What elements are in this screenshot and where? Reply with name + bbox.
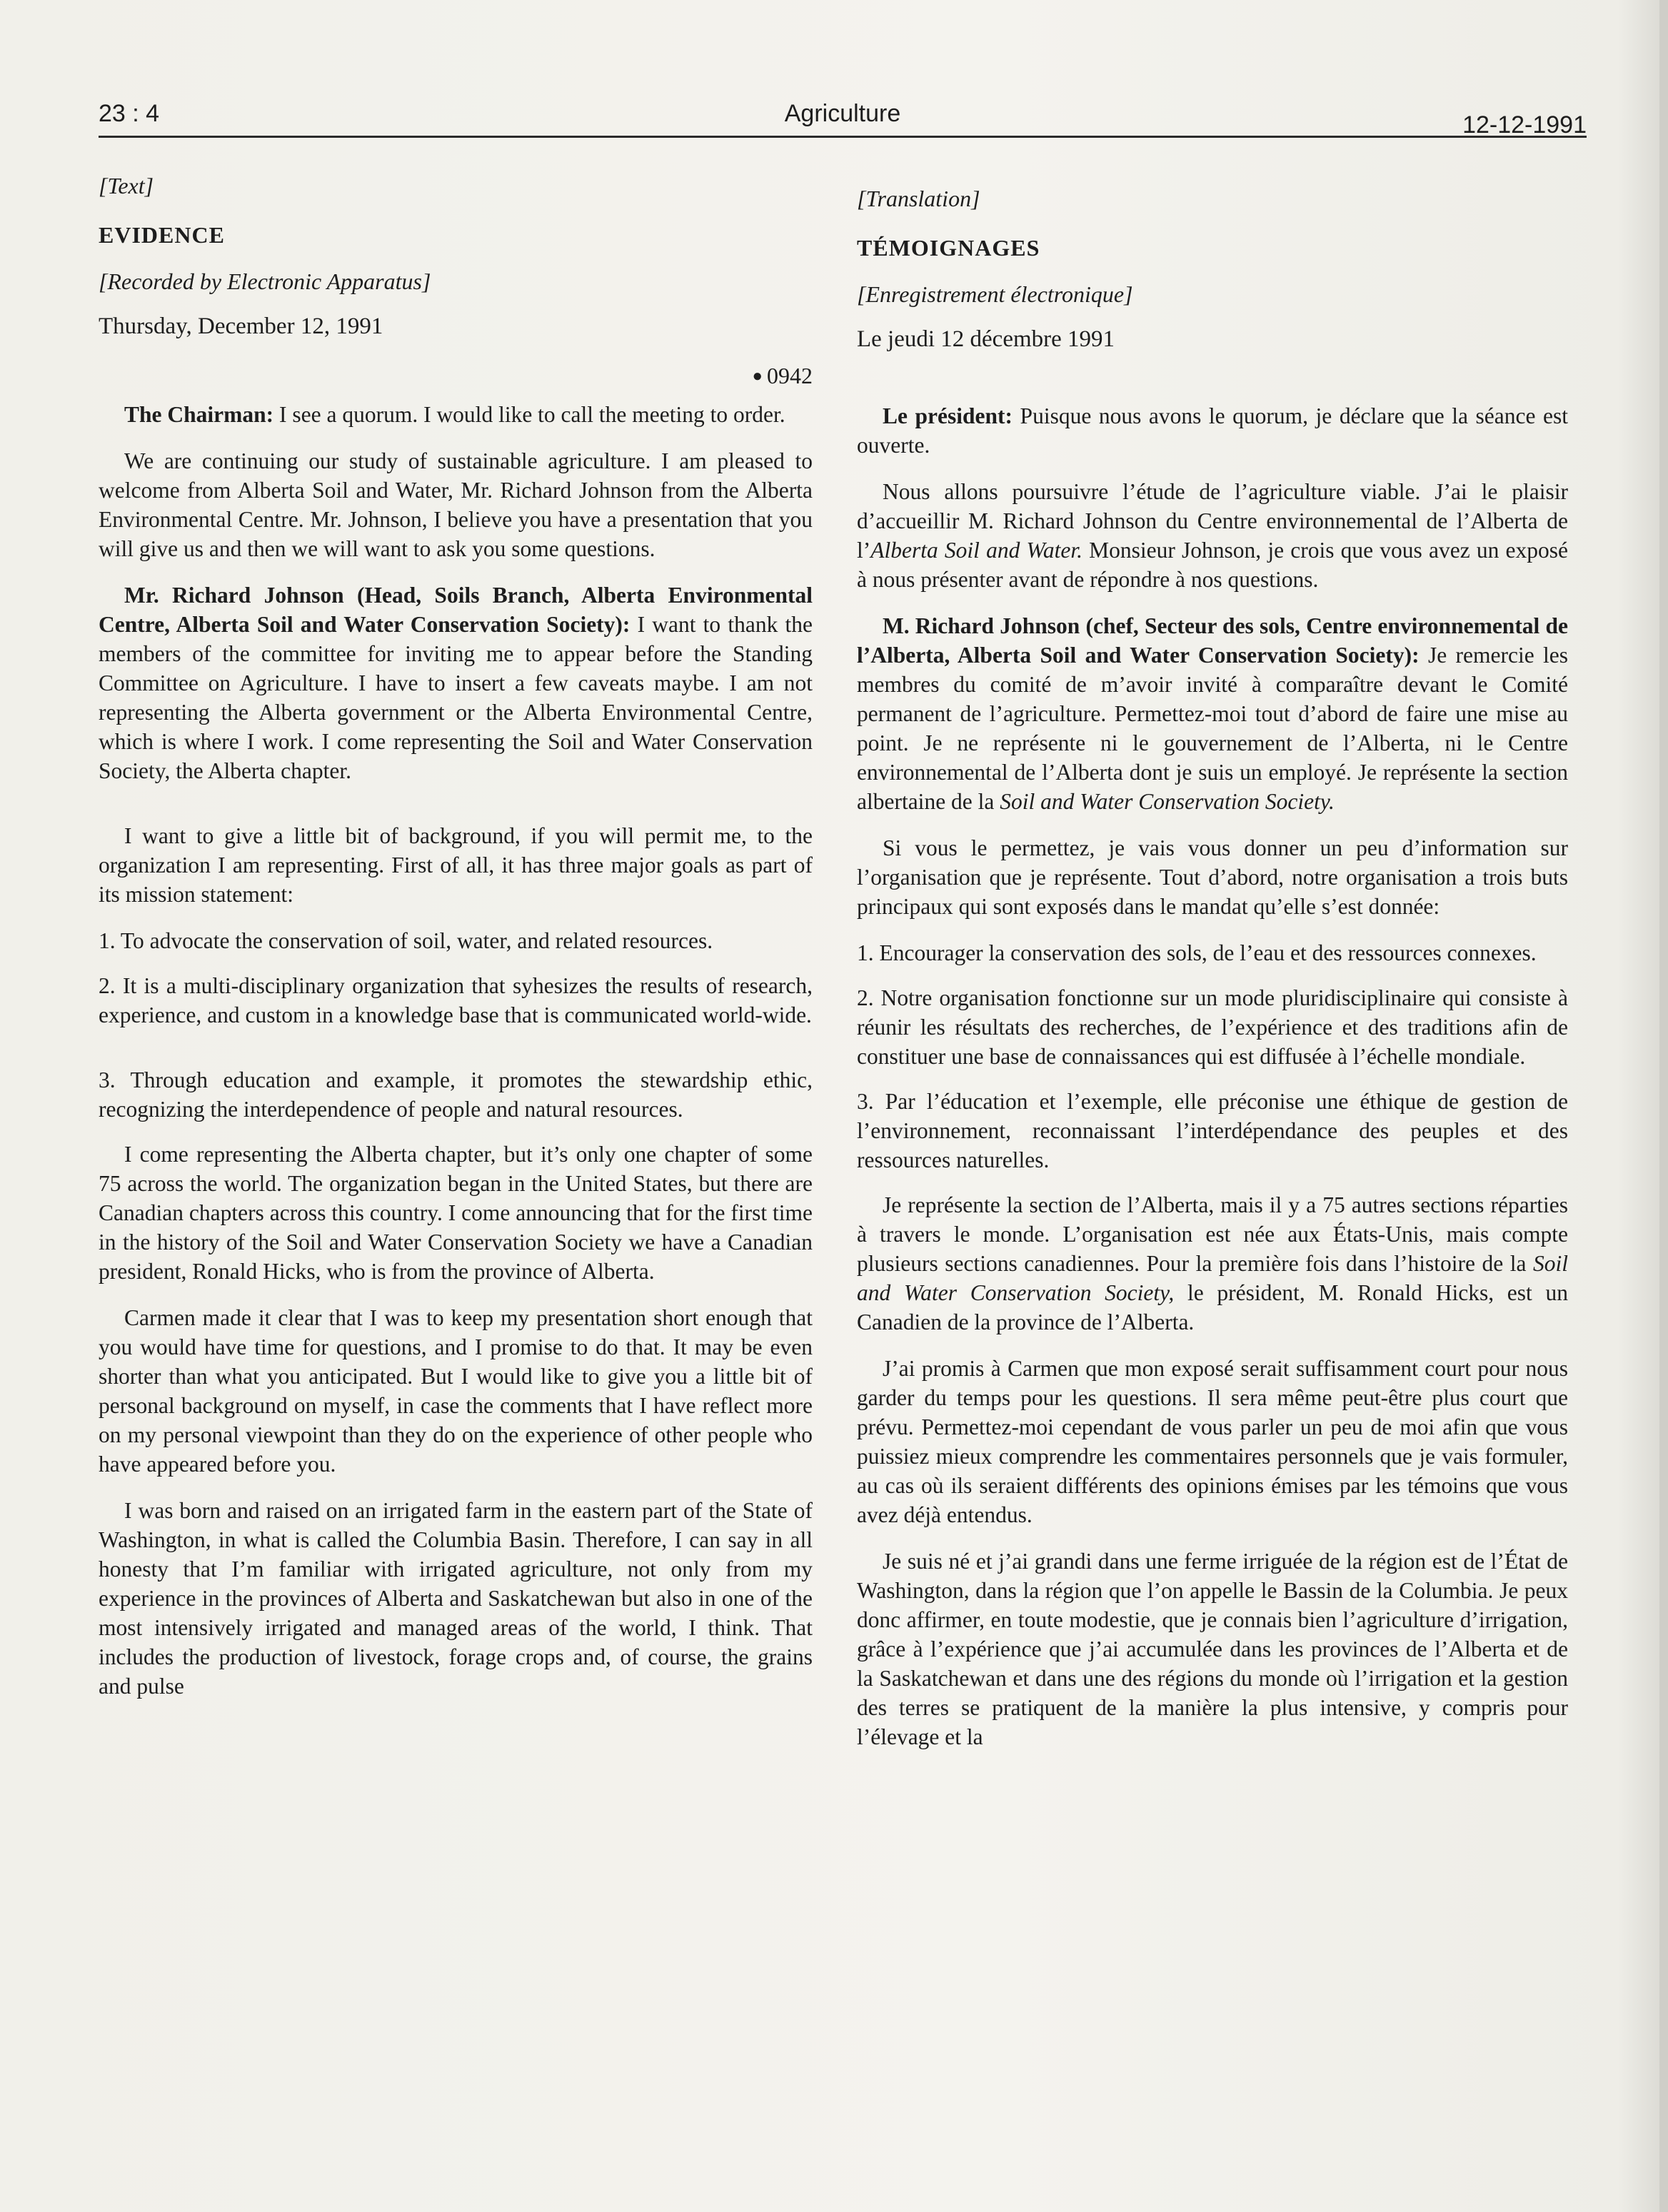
header-rule — [99, 136, 1587, 138]
text-tag: [Text] — [99, 173, 154, 198]
paragraph: Mr. Richard Johnson (Head, Soils Branch, Alberta Environmental Centre, Alberta Soil and Water Conservation Society): I want to thank the members of the committee for inviting me to appear before the Standing Committee on Agriculture. I have to insert a few caveats maybe. I am not representing the Alberta government or the Alberta Environmental Centre, which is where I work. I come representing the Soil and Water Conservation Society, the Alberta chapter. — [99, 583, 813, 783]
paragraph: We are continuing our study of sustainable agriculture. I am pleased to welcome from Alberta Soil and Water, Mr. Richard Johnson from the Alberta Environmental Centre. Mr. Johnson, I believe you have a presentation that you will give us and then we will want to ask you some questions. — [99, 448, 813, 561]
page-reference: 23 : 4 — [99, 100, 160, 127]
evidence-heading: EVIDENCE — [99, 222, 225, 248]
paragraph: I want to give a little bit of background, if you will permit me, to the organization I am representing. First of all, it has three major goals as part of its mission statement: — [99, 823, 813, 907]
paragraph: Le président: Puisque nous avons le quorum, je déclare que la séance est ouverte. — [857, 403, 1568, 458]
list-item: 2. Notre organisation fonctionne sur un mode pluridisciplinaire qui consiste à réunir les résultats des recherches, de l’expérience et des traditions afin de constituer une base de connaissances qui est diffusée à l’échelle mondiale. — [857, 985, 1568, 1069]
temoignages-heading: TÉMOIGNAGES — [857, 235, 1040, 261]
paragraph: J’ai promis à Carmen que mon exposé serait suffisamment court pour nous garder du temps pour les questions. Il sera même peut-être plus court que prévu. Permettez-moi cependant de vous parler un peu de moi afin que vous puissiez mieux comprendre les commentaires personnels que je vais formuler, au cas où ils seraient différents des opinions émises par les témoins que vous avez déjà entendus. — [857, 1356, 1568, 1527]
hearing-date: Thursday, December 12, 1991 — [99, 313, 383, 339]
list-item: 2. It is a multi-disciplinary organization that syhesizes the results of research, experience, and custom in a knowledge base that is communicated world-wide. — [99, 973, 813, 1027]
translation-tag: [Translation] — [857, 186, 980, 211]
bullet-icon: ● — [752, 367, 763, 386]
speaker-name: The Chairman: — [124, 402, 274, 427]
speaker-name: Mr. Richard Johnson (Head, Soils Branch, Alberta Environmental Centre, Alberta Soil and Water Conservation Society): — [99, 583, 813, 637]
recording-note-fr: [Enregistrement électronique] — [857, 281, 1133, 307]
paragraph: Je suis né et j’ai grandi dans une ferme irriguée de la région est de l’État de Washington, dans la région que l’on appelle le Bassin de la Columbia. Je peux donc affirmer, en toute modestie, que je connais bien l’agriculture d’irrigation, grâce à l’expérience que j’ai accumulée dans les provinces de l’Alberta et de la Saskatchewan et dans une des régions du monde où l’irrigation et la gestion des terres se pratiquent de la manière la plus intensive, y compris pour l’élevage et la — [857, 1549, 1568, 1749]
list-item: 1. To advocate the conservation of soil, water, and related resources. — [99, 928, 713, 953]
header-date: 12-12-1991 — [1462, 111, 1587, 139]
paragraph: I come representing the Alberta chapter, but it’s only one chapter of some 75 across the world. The organization began in the United States, but there are Canadian chapters across this country. I come announcing that for the first time in the history of the Soil and Water Conservation Society we have a Canadian president, Ronald Hicks, who is from the province of Alberta. — [99, 1142, 813, 1284]
paragraph: I was born and raised on an irrigated farm in the eastern part of the State of Washington, in what is called the Columbia Basin. Therefore, I can say in all honesty that I’m familiar with irrigated agriculture, not only from my experience in the provinces of Alberta and Saskatchewan but also in one of the most intensively irrigated and managed areas of the world, I think. That includes the production of livestock, forage crops and, of course, the grains and pulse — [99, 1498, 813, 1699]
paragraph: Nous allons poursuivre l’étude de l’agriculture viable. J’ai le plaisir d’accueillir M. Richard Johnson du Centre environnemental de l’Alberta de l’Alberta Soil and Water. Monsieur Johnson, je crois que vous avez un exposé à nous présenter avant de répondre à nos questions. — [857, 479, 1568, 592]
speaker-name: M. Richard Johnson (chef, Secteur des sols, Centre environnemental de l’Alberta, Alberta Soil and Water Conservation Society): — [857, 613, 1568, 668]
english-column — [99, 171, 813, 1718]
page-header — [99, 100, 1587, 140]
page-edge — [1659, 0, 1668, 2212]
time-stamp: ● 0942 — [752, 363, 813, 388]
paragraph: Je représente la section de l’Alberta, mais il y a 75 autres sections réparties à travers le monde. L’organisation est née aux États-Unis, mais compte plusieurs sections canadiennes. Pour la première fois dans l’histoire de la Soil and Water Conservation Society, le président, M. Ronald Hicks, est un Canadien de la province de l’Alberta. — [857, 1192, 1568, 1334]
hearing-date-fr: Le jeudi 12 décembre 1991 — [857, 326, 1115, 352]
paragraph: Carmen made it clear that I was to keep my presentation short enough that you would have time for questions, and I promise to do that. It may be even shorter than what you anticipated. But I would like to give you a little bit of personal background on myself, in case the comments that I have reflect more on my personal viewpoint than they do on the experience of other people who have appeared before you. — [99, 1305, 813, 1477]
list-item: 3. Par l’éducation et l’exemple, elle préconise une éthique de gestion de l’environnement, reconnaissant l’interdépendance des peuples et des ressources naturelles. — [857, 1089, 1568, 1172]
paragraph: Si vous le permettez, je vais vous donner un peu d’information sur l’organisation que je représente. Tout d’abord, notre organisation a trois buts principaux qui sont exposés dans le mandat qu’elle s’est donnée: — [857, 835, 1568, 919]
paragraph: M. Richard Johnson (chef, Secteur des sols, Centre environnemental de l’Alberta, Alberta Soil and Water Conservation Society): Je remercie les membres du comité de m’avoir invité à comparaître devant le Comité permanent de l’agriculture. Permettez-moi tout d’abord de faire une mise au point. Je ne représente ni le gouvernement de l’Alberta, ni le Centre environnemental de l’Alberta dont je suis un employé. Je représente la section albertaine de la Soil and Water Conservation Society. — [857, 613, 1568, 814]
list-item: 3. Through education and example, it promotes the stewardship ethic, recognizing the interdependence of people and natural resources. — [99, 1067, 813, 1122]
paragraph: The Chairman: I see a quorum. I would like to call the meeting to order. — [124, 402, 785, 427]
recording-note: [Recorded by Electronic Apparatus] — [99, 268, 431, 294]
committee-name: Agriculture — [784, 100, 901, 127]
speaker-name: Le président: — [883, 403, 1013, 428]
list-item: 1. Encourager la conservation des sols, de l’eau et des ressources connexes. — [857, 940, 1537, 965]
french-column — [857, 184, 1568, 1769]
